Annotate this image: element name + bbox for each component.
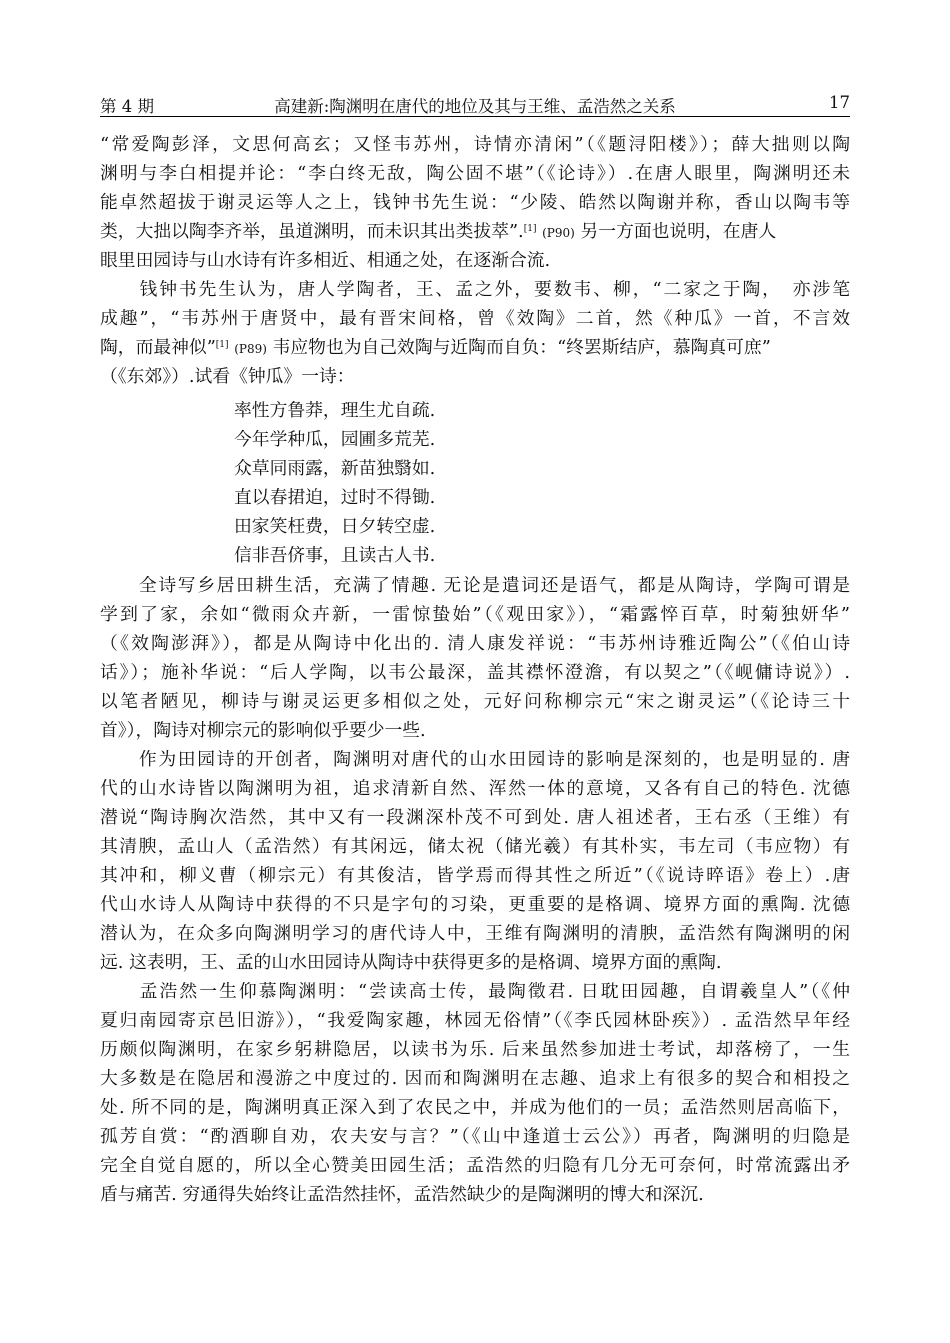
poem-line: 率性方鲁莽，理生尤自疏. xyxy=(234,400,436,421)
text-line: 渊明与李白相提并论：“李白终无敌，陶公固不堪”（《论诗》）.在唐人眼里，陶渊明还未 xyxy=(100,163,850,184)
text-line: 潜说“陶诗胸次浩然，其中又有一段渊深朴茂不可到处. 唐人祖述者，王右丞（王维）有 xyxy=(100,807,850,828)
text-line: 全诗写乡居田耕生活，充满了情趣. 无论是遣词还是语气，都是从陶诗，学陶可谓是 xyxy=(100,575,850,596)
text-line: 完全自觉自愿的，所以全心赞美田园生活；孟浩然的归隐有几分无可奈何，时常流露出矛 xyxy=(100,1155,850,1176)
text-line: 其清腴，孟山人（孟浩然）有其闲远，储太祝（储光羲）有其朴实，韦左司（韦应物）有 xyxy=(100,836,850,857)
poem-line: 众草同雨露，新苗独翳如. xyxy=(234,458,436,479)
text-segment: 类，大拙以陶李齐举，虽道渊明，而未识其出类拔萃”. xyxy=(100,221,524,242)
text-line: 夏归南园寄京邑旧游》），“我爱陶家趣，林园无俗情”（《李氏园林卧疾》）. 孟浩然早年经 xyxy=(100,1010,850,1031)
citation-page: (P89) xyxy=(234,342,267,356)
citation-ref: [1] xyxy=(215,340,229,350)
poem-line: 今年学种瓜，园圃多荒芜. xyxy=(234,429,436,450)
citation-page: (P90) xyxy=(542,226,575,240)
text-line: 代山水诗人从陶诗中获得的不只是字句的习染，更重要的是格调、境界方面的熏陶. 沈德 xyxy=(100,894,850,915)
citation-ref: [1] xyxy=(523,224,537,234)
running-title: 高建新:陶渊明在唐代的地位及其与王维、孟浩然之关系 xyxy=(274,97,676,116)
text-line: 处. 所不同的是，陶渊明真正深入到了农民之中，并成为他们的一员；孟浩然则居高临下， xyxy=(100,1097,850,1118)
issue-number: 第 4 期 xyxy=(100,97,154,116)
text-line: “常爱陶彭泽，文思何高玄；又怪韦苏州，诗情亦清闲”（《题浔阳楼》）；薛大拙则以陶 xyxy=(100,134,850,155)
running-header xyxy=(100,90,850,117)
text-segment: 韦应物也为自己效陶与近陶而自负：“终罢斯结庐，慕陶真可庶” xyxy=(272,337,771,358)
text-segment: 另一方面也说明，在唐人 xyxy=(580,221,777,242)
text-line: 历颇似陶渊明，在家乡躬耕隐居，以读书为乐. 后来虽然参加进士考试，却落榜了，一生 xyxy=(100,1039,850,1060)
text-line: （《效陶澎湃》），都是从陶诗中化出的. 清人康发祥说：“韦苏州诗雅近陶公”（《伯山诗 xyxy=(100,633,850,654)
text-segment: 陶，而最神似” xyxy=(100,337,216,358)
text-line: 大多数是在隐居和漫游之中度过的. 因而和陶渊明在志趣、追求上有很多的契合和相投之 xyxy=(100,1068,850,1089)
text-line: 盾与痛苦. 穷通得失始终让孟浩然挂怀，孟浩然缺少的是陶渊明的博大和深沉. xyxy=(100,1184,704,1205)
text-line-with-citation xyxy=(100,333,850,362)
text-line: 眼里田园诗与山水诗有许多相近、相通之处，在逐渐合流. xyxy=(100,250,551,271)
text-line-with-citation xyxy=(100,217,850,246)
text-line: 代的山水诗皆以陶渊明为祖，追求清新自然、浑然一体的意境，又各有自己的特色. 沈德 xyxy=(100,778,850,799)
page-number: 17 xyxy=(829,93,850,112)
text-line: 孟浩然一生仰慕陶渊明：“尝读高士传，最陶徵君. 日耽田园趣，自谓羲皇人”（《仲 xyxy=(100,981,850,1002)
text-line: 能卓然超拔于谢灵运等人之上，钱钟书先生说：“少陵、皓然以陶谢并称，香山以陶韦等 xyxy=(100,192,850,213)
poem-line: 信非吾侪事，且读古人书. xyxy=(234,545,436,566)
text-line: 话》）；施补华说：“后人学陶，以韦公最深，盖其襟怀澄澹，有以契之”（《岘傭诗说》）. xyxy=(100,662,850,683)
text-line: （《东郊》）.试看《钟瓜》一诗： xyxy=(100,366,355,387)
poem-line: 田家笑枉费，日夕转空虚. xyxy=(234,516,436,537)
poem-line: 直以春捃迫，过时不得锄. xyxy=(234,487,436,508)
text-line: 潜认为，在众多向陶渊明学习的唐代诗人中，王维有陶渊明的清腴，孟浩然有陶渊明的闲 xyxy=(100,923,850,944)
text-line: 成趣”，“韦苏州于唐贤中，最有晋宋间格，曾《效陶》二首，然《种瓜》一首，不言效 xyxy=(100,308,850,329)
text-line: 孤芳自赏：“酌酒聊自劝，农夫安与言？”（《山中逢道士云公》）再者，陶渊明的归隐是 xyxy=(100,1126,850,1147)
text-line: 作为田园诗的开创者，陶渊明对唐代的山水田园诗的影响是深刻的，也是明显的. 唐 xyxy=(100,749,850,770)
text-line: 以笔者陋见，柳诗与谢灵运更多相似之处，元好问称柳宗元“宋之谢灵运”（《论诗三十 xyxy=(100,691,850,712)
text-line: 学到了家，余如“微雨众卉新，一雷惊蛰始”（《观田家》），“霜露悴百草，时菊独妍华” xyxy=(100,604,850,625)
text-line: 钱钟书先生认为，唐人学陶者，王、孟之外，要数韦、柳，“二家之于陶， 亦涉笔 xyxy=(100,279,850,300)
text-line: 其冲和，柳义曹（柳宗元）有其俊洁，皆学焉而得其性之所近”（《说诗晬语》卷上）.唐 xyxy=(100,865,850,886)
text-line: 首》），陶诗对柳宗元的影响似乎要少一些. xyxy=(100,720,426,741)
text-line: 远. 这表明，王、孟的山水田园诗从陶诗中获得更多的是格调、境界方面的熏陶. xyxy=(100,952,722,973)
